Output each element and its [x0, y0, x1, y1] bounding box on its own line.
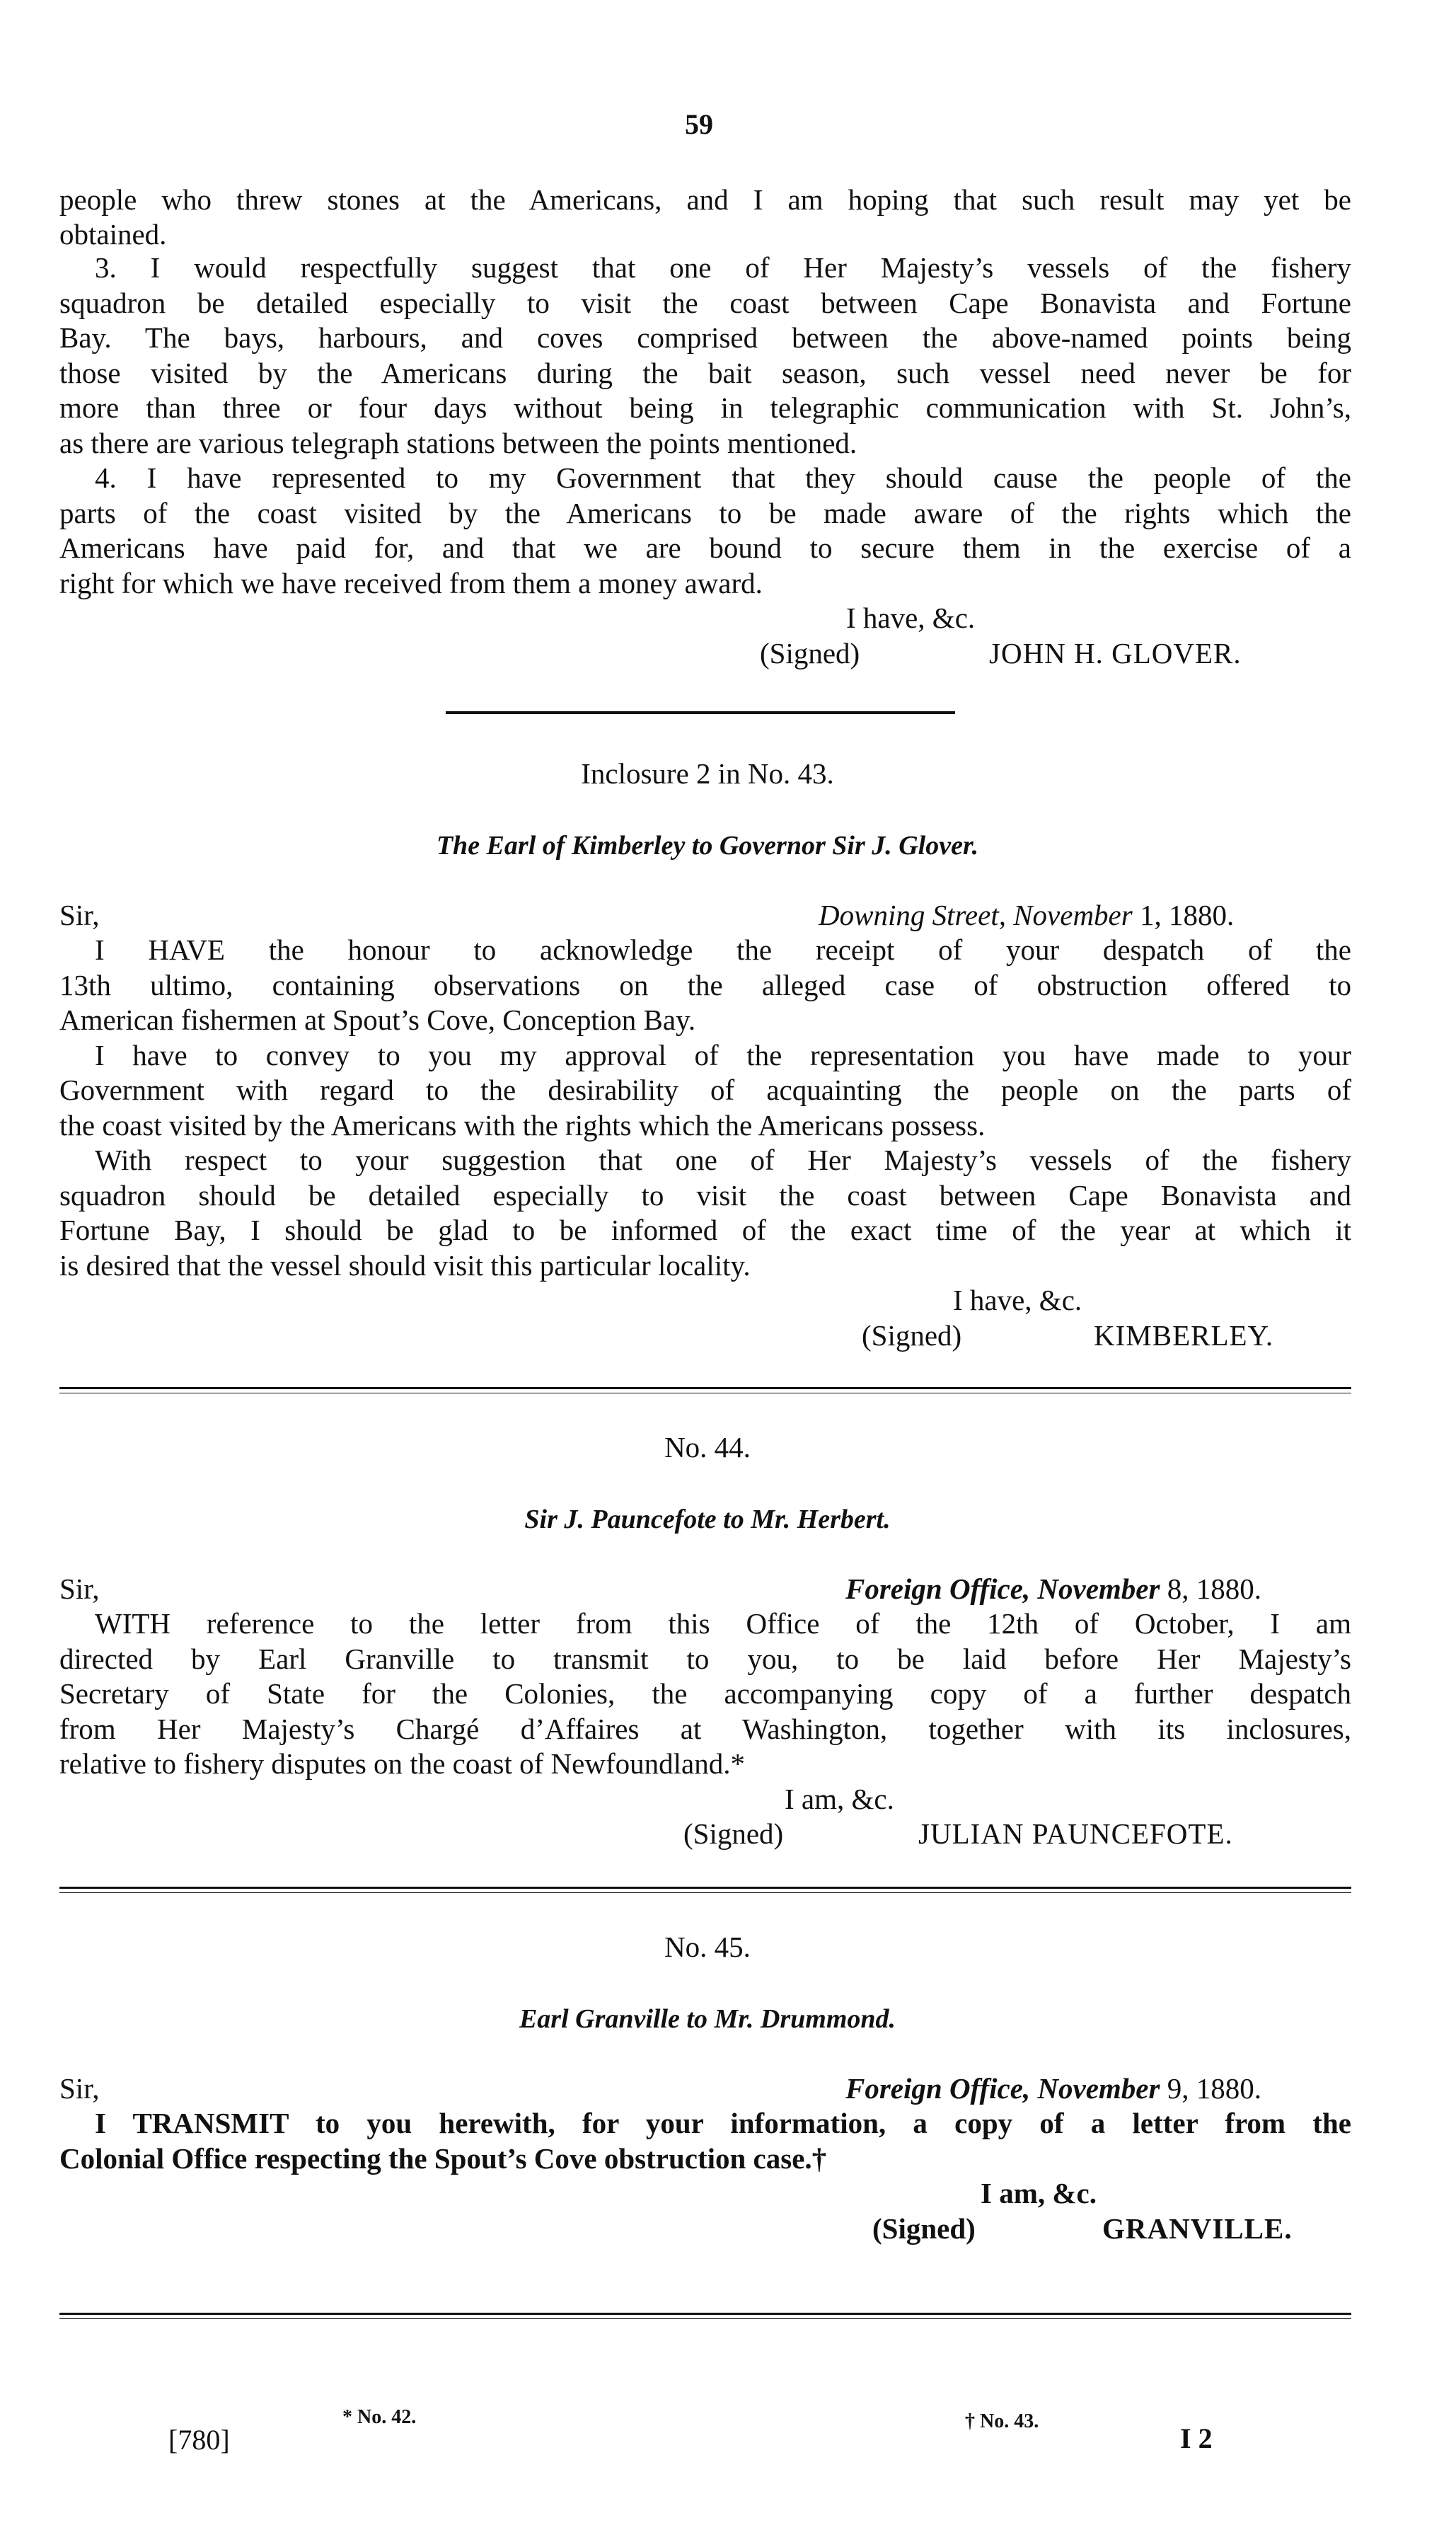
inclosure2-line: the coast visited by the Americans with the rights which the Americans possess. [59, 1109, 986, 1141]
no45-subtitle: Earl Granville to Mr. Drummond. [519, 2004, 896, 2034]
block1-line: Bay. The bays, harbours, and coves comprised between the above-named points being [59, 321, 1351, 354]
no45-place-date-italic: Foreign Office, November [845, 2072, 1160, 2105]
section-divider [59, 1387, 1351, 1389]
no45-line: I TRANSMIT to you herewith, for your information, a copy of a letter from the [95, 2107, 1351, 2139]
no45-closing: I am, &c. [981, 2177, 1097, 2209]
block1-line: obtained. [59, 218, 167, 251]
inclosure2-signatory: KIMBERLEY. [1094, 1319, 1274, 1352]
inclosure2-line: is desired that the vessel should visit this particular locality. [59, 1249, 751, 1282]
inclosure2-closing: I have, &c. [953, 1284, 1082, 1316]
section-divider [446, 711, 955, 714]
inclosure2-line: I HAVE the honour to acknowledge the receipt of your despatch of the [95, 933, 1351, 966]
no44-place-date-rest: 8, 1880. [1160, 1572, 1261, 1605]
no44-line: from Her Majesty’s Chargé d’Affaires at Washington, together with its inclosures, [59, 1713, 1351, 1745]
no44-place-date-italic: Foreign Office, November [845, 1572, 1160, 1605]
inclosure2-line: 13th ultimo, containing observations on the alleged case of obstruction offered to [59, 969, 1351, 1001]
page-number: 59 [685, 108, 713, 140]
block1-line: as there are various telegraph stations between the points mentioned. [59, 427, 857, 459]
block1-line: squadron be detailed especially to visit the coast between Cape Bonavista and Fortune [59, 287, 1351, 319]
no44-place-date [845, 1571, 1261, 1607]
no45-place-date-rest: 9, 1880. [1160, 2072, 1261, 2105]
no45-place-date [845, 2071, 1261, 2107]
no44-line: WITH reference to the letter from this Office of the 12th of October, I am [95, 1607, 1351, 1640]
inclosure2-line: I have to convey to you my approval of the representation you have made to your [95, 1039, 1351, 1071]
no44-subtitle: Sir J. Pauncefote to Mr. Herbert. [524, 1505, 891, 1534]
no44-signed: (Signed) [683, 1817, 784, 1850]
block1-line: people who threw stones at the Americans, and I am hoping that such result may yet be [59, 183, 1351, 216]
inclosure2-line: Government with regard to the desirability of acquainting the people on the parts of [59, 1074, 1351, 1106]
no44-heading: No. 44. [664, 1431, 751, 1463]
inclosure2-line: With respect to your suggestion that one of Her Majesty’s vessels of the fishery [95, 1144, 1351, 1176]
no44-line: relative to fishery disputes on the coast of Newfoundland.* [59, 1747, 745, 1780]
inclosure2-line: squadron should be detailed especially to visit the coast between Cape Bonavista and [59, 1179, 1351, 1212]
section-divider [59, 2318, 1351, 2319]
no44-closing: I am, &c. [785, 1783, 894, 1815]
no44-line: directed by Earl Granville to transmit to you, to be laid before Her Majesty’s [59, 1643, 1351, 1675]
block1-signatory: JOHN H. GLOVER. [989, 637, 1242, 669]
inclosure2-place-date [819, 897, 1234, 933]
no44-signatory: JULIAN PAUNCEFOTE. [918, 1817, 1233, 1850]
inclosure2-signed: (Signed) [862, 1319, 962, 1352]
no45-line: Colonial Office respecting the Spout’s Cove obstruction case.† [59, 2142, 827, 2175]
block1-line: 4. I have represented to my Government that they should cause the people of the [95, 461, 1351, 494]
inclosure2-subtitle: The Earl of Kimberley to Governor Sir J. Glover. [436, 831, 979, 861]
block1-signed: (Signed) [760, 637, 860, 669]
section-divider [59, 1887, 1351, 1889]
print-reference: [780] [168, 2424, 230, 2456]
no45-signatory: GRANVILLE. [1102, 2212, 1293, 2245]
signature-mark: I 2 [1180, 2422, 1213, 2454]
block1-line: right for which we have received from them a money award. [59, 567, 763, 599]
block1-line: more than three or four days without being in telegraphic communication with St. John’s, [59, 391, 1351, 424]
inclosure2-place-date-rest: 1, 1880. [1132, 899, 1235, 931]
no45-heading: No. 45. [664, 1931, 751, 1963]
inclosure2-line: Fortune Bay, I should be glad to be informed of the exact time of the year at which it [59, 1214, 1351, 1246]
block1-line: parts of the coast visited by the Americans to be made aware of the rights which the [59, 497, 1351, 529]
block1-line: those visited by the Americans during the bait season, such vessel need never be for [59, 357, 1351, 389]
inclosure2-heading: Inclosure 2 in No. 43. [581, 757, 834, 790]
block1-line: 3. I would respectfully suggest that one of Her Majesty’s vessels of the fishery [95, 251, 1351, 284]
no44-salutation: Sir, [59, 1572, 100, 1605]
inclosure2-place-date-italic: Downing Street, November [819, 899, 1133, 931]
no44-line: Secretary of State for the Colonies, the accompanying copy of a further despatch [59, 1677, 1351, 1710]
section-divider [59, 1892, 1351, 1893]
section-divider [59, 2313, 1351, 2315]
inclosure2-salutation: Sir, [59, 899, 100, 931]
block1-line: Americans have paid for, and that we are bound to secure them in the exercise of a [59, 531, 1351, 564]
inclosure2-line: American fishermen at Spout’s Cove, Conception Bay. [59, 1003, 696, 1036]
block1-closing: I have, &c. [846, 602, 976, 634]
no45-signed: (Signed) [872, 2212, 976, 2245]
footnote-2: † No. 43. [965, 2410, 1039, 2432]
no45-salutation: Sir, [59, 2072, 100, 2105]
footnote-1: * No. 42. [342, 2406, 417, 2428]
